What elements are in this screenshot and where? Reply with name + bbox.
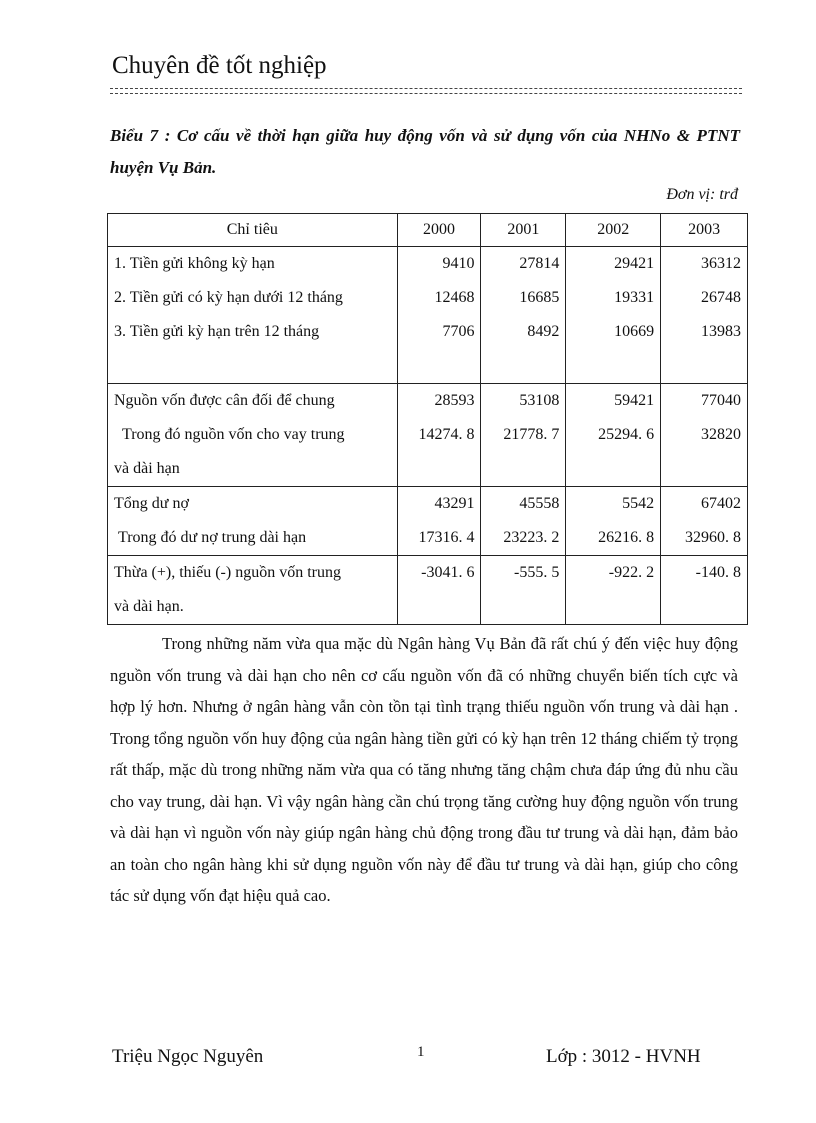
unit-label: Đơn vị: trđ [666,186,738,203]
cell-value: 45558 [519,495,560,512]
value-cell [661,384,748,487]
cell-value: 28593 [434,392,475,409]
row-label: và dài hạn [114,460,180,477]
cell-value: 23223. 2 [503,529,560,546]
value-cell [661,487,748,556]
row-label: Thừa (+), thiếu (-) nguồn vốn trung [114,564,341,581]
page-header-title: Chuyên đề tốt nghiệp [112,52,327,79]
value-cell [566,556,661,625]
cell-value: 21778. 7 [503,426,560,443]
cell-value: -3041. 6 [421,564,475,581]
footer-author: Triệu Ngọc Nguyên [112,1046,264,1067]
cell-value: 25294. 6 [598,426,655,443]
row-label: 2. Tiền gửi có kỳ hạn dưới 12 tháng [114,289,343,306]
row-label: 3. Tiền gửi kỳ hạn trên 12 tháng [114,323,320,340]
value-cell [481,556,566,625]
column-header: 2003 [661,214,748,247]
cell-value: 8492 [527,323,560,340]
cell-value: -922. 2 [608,564,655,581]
row-label: Tổng dư nợ [114,495,189,512]
value-cell [397,487,481,556]
value-cell [661,247,748,384]
cell-value: 19331 [614,289,655,306]
row-label-cell [108,487,398,556]
cell-value: 5542 [622,495,655,512]
cell-value: 26748 [701,289,741,306]
page-number: 1 [417,1044,425,1060]
value-cell [481,487,566,556]
cell-value: 7706 [442,323,475,340]
column-header: Chỉ tiêu [108,214,398,247]
table-row [108,556,748,625]
footer-class: Lớp : 3012 - HVNH [546,1046,701,1067]
table-row [108,384,748,487]
cell-value: 36312 [701,255,741,272]
cell-value: 26216. 8 [598,529,655,546]
cell-value: 16685 [519,289,560,306]
cell-value: 9410 [442,255,475,272]
cell-value: 12468 [434,289,475,306]
row-spacer [114,349,391,383]
cell-value: -555. 5 [514,564,560,581]
row-label: Nguồn vốn được cân đối để chung [114,392,335,409]
table-caption: Biểu 7 : Cơ cấu về thời hạn giữa huy động vốn và sử dụng vốn của NHNo & PTNT huyện Vụ Bản. [110,126,740,177]
cell-value: 67402 [701,495,741,512]
cell-value: 59421 [614,392,655,409]
row-label-cell [108,247,398,384]
cell-value: 13983 [701,323,741,340]
column-header: 2000 [397,214,481,247]
cell-value: 32820 [701,426,741,443]
table-row [108,487,748,556]
cell-value: 77040 [701,392,741,409]
row-label: Trong đó nguồn vốn cho vay trung [122,426,345,443]
table-header-row [108,214,748,247]
column-header: 2002 [566,214,661,247]
value-cell [566,247,661,384]
column-header: 2001 [481,214,566,247]
value-cell [661,556,748,625]
cell-value: -140. 8 [695,564,741,581]
value-cell [397,384,481,487]
row-label: 1. Tiền gửi không kỳ hạn [114,255,275,272]
data-table [107,213,748,625]
value-cell [481,247,566,384]
cell-value: 10669 [614,323,655,340]
cell-value: 29421 [614,255,655,272]
row-label: Trong đó dư nợ trung dài hạn [118,529,307,546]
value-cell [481,384,566,487]
cell-value: 14274. 8 [418,426,475,443]
value-cell [397,247,481,384]
cell-value: 53108 [519,392,560,409]
row-label: và dài hạn. [114,598,184,615]
cell-value: 32960. 8 [685,529,741,546]
value-cell [397,556,481,625]
value-cell [566,384,661,487]
cell-value: 27814 [519,255,560,272]
body-paragraph: Trong những năm vừa qua mặc dù Ngân hàng Vụ Bản đã rất chú ý đến việc huy động nguồn vốn trung và dài hạn cho nên cơ cấu nguồn vốn đã có những chuyển biến tích cực và hợp lý hơn. Nhưng ở ngân hàng vẫn còn tồn tại tình trạng thiếu nguồn vốn trung và dài hạn . Trong tổng nguồn vốn huy động của ngân hàng tiền gửi có kỳ hạn trên 12 tháng chiếm tỷ trọng rất thấp, mặc dù trong những năm vừa qua có tăng nhưng tăng chậm chưa đáp ứng đủ nhu cầu cho vay trung, dài hạn. Vì vậy ngân hàng cần chú trọng tăng cường huy động nguồn vốn trung và dài hạn vì nguồn vốn này giúp ngân hàng chủ động trong đầu tư trung và dài hạn, đảm bảo an toàn cho ngân hàng khi sử dụng nguồn vốn này để đầu tư trung và dài hạn, giúp cho công tác sử dụng vốn đạt hiệu quả cao. [110,634,738,905]
header-divider [110,88,742,89]
table-row [108,247,748,384]
row-label-cell [108,384,398,487]
value-cell [566,487,661,556]
cell-value: 43291 [434,495,475,512]
header-divider-lower [110,93,742,94]
row-label-cell [108,556,398,625]
body-text [110,628,738,912]
cell-value: 17316. 4 [418,529,475,546]
